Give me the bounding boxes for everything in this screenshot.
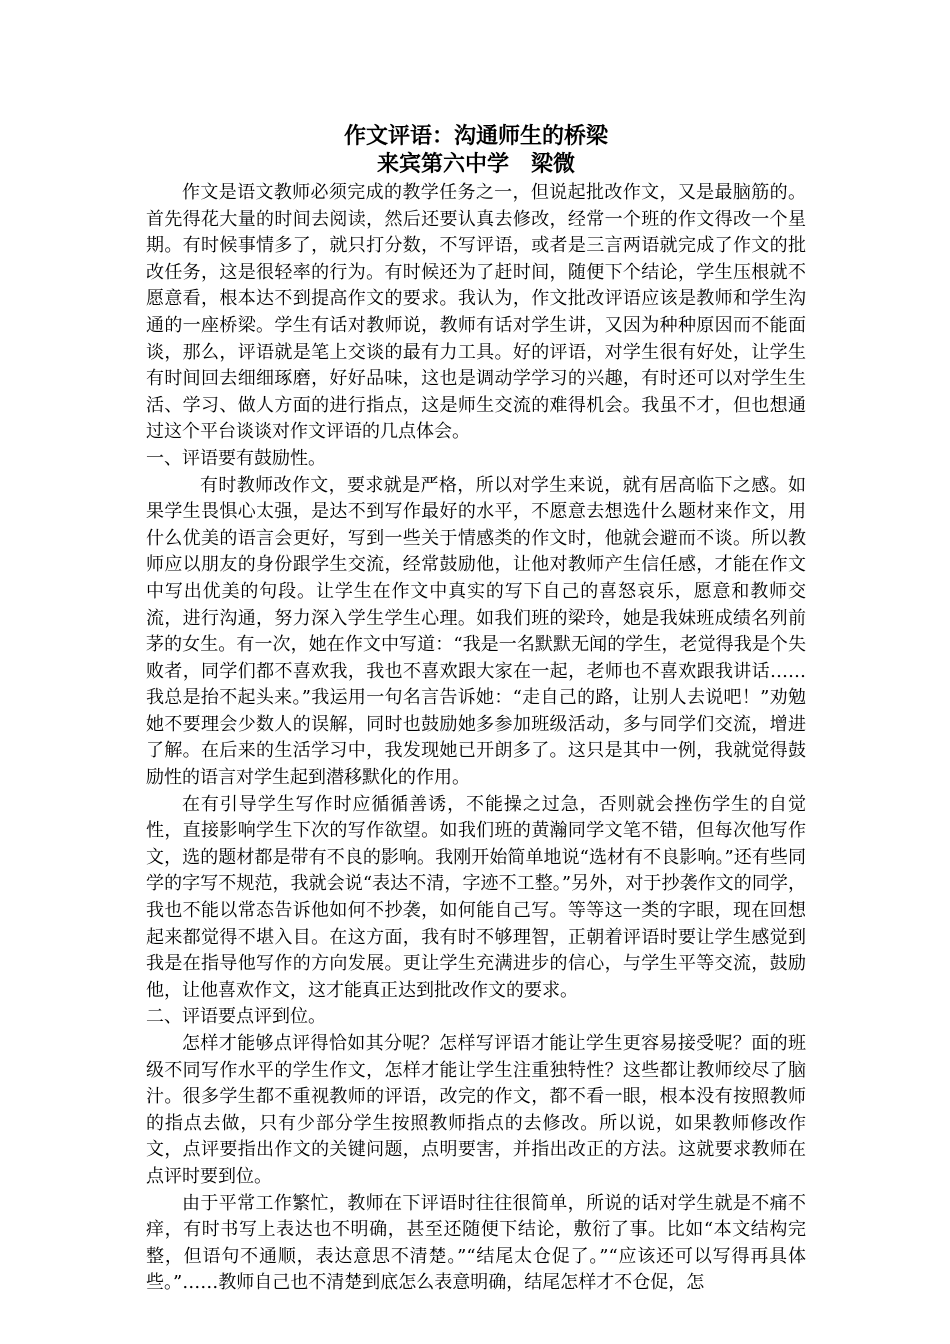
author-line: 来宾第六中学 梁微 (376, 151, 575, 177)
document-title: 作文评语：沟通师生的桥梁 (343, 123, 608, 149)
section-heading-2: 二、评语要点评到位。 (146, 1006, 326, 1028)
section2-paragraph-2: 由于平常工作繁忙，教师在下评语时往往很简单，所说的话对学生就是不痛不痒，有时书写上表达也不明确，甚至还随便下结论，敷衍了事。比如“本文结构完整，但语句不通顺，表达意思不清楚。”“结尾太仓促了。”“应该还可以写得再具体些。”……教师自己也不清楚到底怎么表意明确，结尾怎样才不仓促，怎 (146, 1192, 806, 1294)
section2-paragraph-1: 怎样才能够点评得恰如其分呢？怎样写评语才能让学生更容易接受呢？面的班级不同写作水平的学生作文，怎样才能让学生注重独特性？这些都让教师绞尽了脑汁。很多学生都不重视教师的评语，改完的作文，都不看一眼，根本没有按照教师的指点去做，只有少部分学生按照教师指点的去修改。所以说，如果教师修改作文，点评要指出作文的关键问题，点明要害，并指出改正的方法。这就要求教师在点评时要到位。 (146, 1033, 806, 1187)
intro-paragraph: 作文是语文教师必须完成的教学任务之一，但说起批改作文，又是最脑筋的。首先得花大量的时间去阅读，然后还要认真去修改，经常一个班的作文得改一个星期。有时候事情多了，就只打分数，不写评语，或者是三言两语就完成了作文的批改任务，这是很轻率的行为。有时候还为了赶时间，随便下个结论，学生压根就不愿意看，根本达不到提高作文的要求。我认为，作文批改评语应该是教师和学生沟通的一座桥梁。学生有话对教师说，教师有话对学生讲，又因为种种原因而不能面谈，那么，评语就是笔上交谈的最有力工具。好的评语，对学生很有好处，让学生有时间回去细细琢磨，好好品味，这也是调动学学习的兴趣，有时还可以对学生生活、学习、做人方面的进行指点，这是师生交流的难得机会。我虽不才，但也想通过这个平台谈谈对作文评语的几点体会。 (146, 182, 806, 443)
section1-paragraph-2: 在有引导学生写作时应循循善诱，不能操之过急，否则就会挫伤学生的自觉性，直接影响学生下次的写作欲望。如我们班的黄瀚同学文笔不错，但每次他写作文，选的题材都是带有不良的影响。我刚开始简单地说“选材有不良影响。”还有些同学的字写不规范，我就会说“表达不清，字迹不工整。”另外，对于抄袭作文的同学，我也不能以常态告诉他如何不抄袭，如何能自己写。等等这一类的字眼，现在回想起来都觉得不堪入目。在这方面，我有时不够理智，正朝着评语时要让学生感觉到我是在指导他写作的方向发展。更让学生充满进步的信心，与学生平等交流，鼓励他，让他喜欢作文，这才能真正达到批改作文的要求。 (146, 793, 806, 1001)
section1-paragraph-1: 有时教师改作文，要求就是严格，所以对学生来说，就有居高临下之感。如果学生畏惧心太强，是达不到写作最好的水平，不愿意去想选什么题材来作文，用什么优美的语言会更好，写到一些关于情感类的作文时，他就会避而不谈。所以教师应以朋友的身份跟学生交流，经常鼓励他，让他对教师产生信任感，才能在作文中写出优美的句段。让学生在作文中真实的写下自己的喜怒哀乐，愿意和教师交流，进行沟通，努力深入学生学生心理。如我们班的梁玲，她是我妹班成绩名列前茅的女生。有一次，她在作文中写道：“我是一名默默无闻的学生，老觉得我是个失败者，同学们都不喜欢我，我也不喜欢跟大家在一起，老师也不喜欢跟我讲话……我总是抬不起头来。”我运用一句名言告诉她：“走自己的路，让别人去说吧！”劝勉她不要理会少数人的误解，同时也鼓励她多参加班级活动，多与同学们交流，增进了解。在后来的生活学习中，我发现她已开朗多了。这只是其中一例，我就觉得鼓励性的语言对学生起到潜移默化的作用。 (146, 474, 806, 789)
section-heading-1: 一、评语要有鼓励性。 (146, 447, 326, 469)
document-page (146, 122, 806, 1297)
